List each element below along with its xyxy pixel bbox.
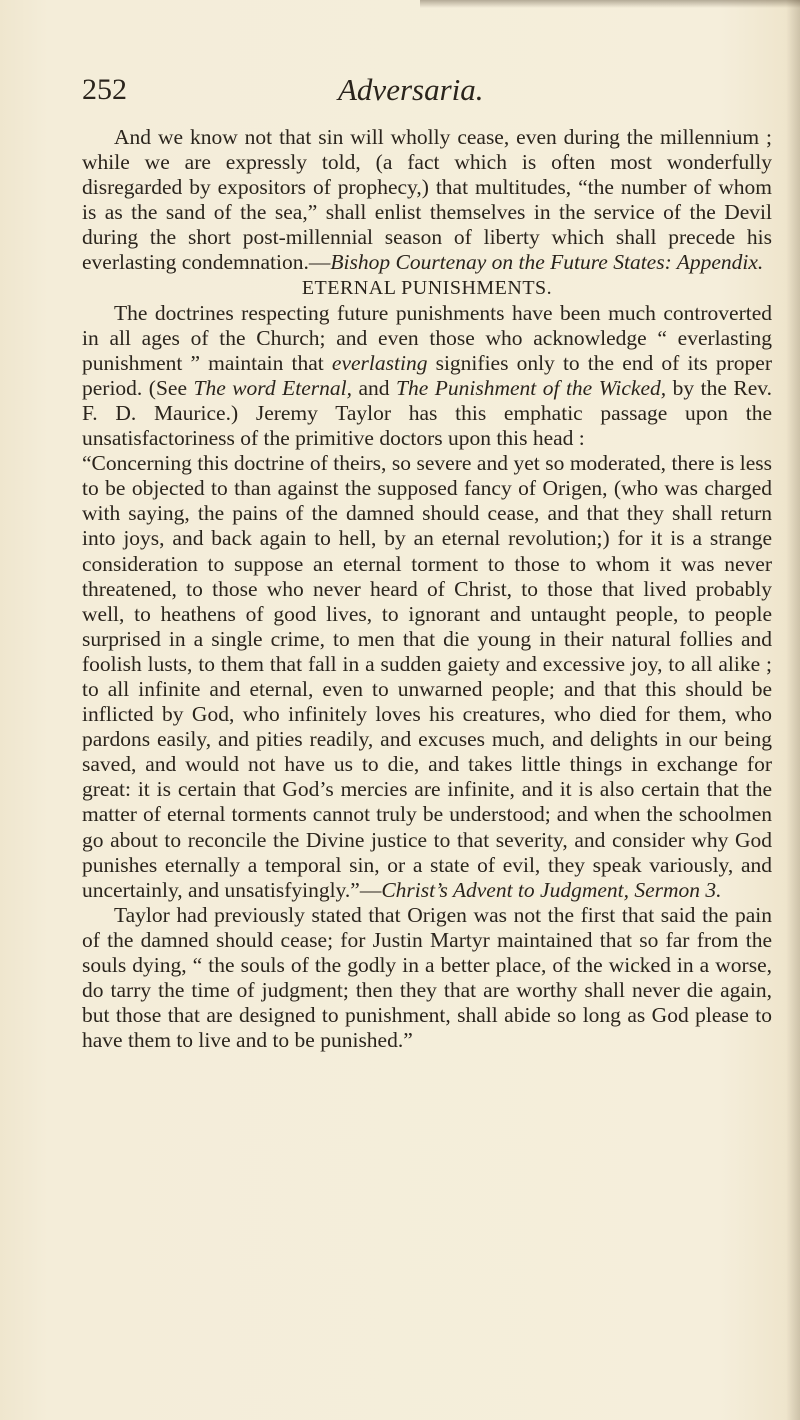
body-text bbox=[82, 125, 772, 1053]
paragraph-doctrines bbox=[82, 301, 772, 452]
citation-courtenay: Bishop Courtenay on the Future States: Appendix. bbox=[330, 250, 764, 275]
running-title: Adversaria. bbox=[338, 72, 484, 107]
page-number: 252 bbox=[82, 73, 127, 106]
paragraph-millennium-text: And we know not that sin will wholly cease, even during the millennium ; while we are expressly told, (a fact which is often most wonderfully disregarded by expositors of prophecy,) that multitudes, “the number of whom is as the sand of the sea,” shall enlist themselves in the service of the Devil during the short post-millennial season of liberty which shall precede his everlasting condemnation.— bbox=[82, 125, 772, 275]
italic-everlasting: everlasting bbox=[331, 350, 428, 375]
italic-punishment-wicked: The Punishment of the Wicked, bbox=[396, 375, 667, 400]
paragraph-doctrines-part2: signifies only to the end of its proper period. (See bbox=[82, 350, 773, 400]
paragraph-millennium bbox=[82, 125, 772, 276]
taylor-quote-text: “Concerning this doctrine of theirs, so severe and yet so moderated, there is less to be objected to than against the supposed fancy of Origen, (who was charged with saying, the pains of the damned should cease, and that they shall return into joys, and back again to hell, by an eternal revolution;) for it is a strange consideration to suppose an eternal torment to those to whom it was never threatened, to those who never heard of Christ, to those that lived probably well, to heathens of good lives, to ignorant and untaught people, to people surprised in a single crime, to men that die young in their natural follies and foolish lusts, to them that fall in a sudden gaiety and excessive joy, to all alike ; to all infinite and eternal, even to unwarned people; and that this should be inflicted by God, who infinitely loves his creatures, who died for them, who pardons easily, and pities readily, and excuses much, and delights in our being saved, and would not have us to die, and takes little things in exchange for great: it is certain that God’s mercies are infinite, and it is also certain that the matter of eternal torments cannot truly be understood; and when the schoolmen go about to reconcile the Divine justice to that severity, and consider why God punishes eternally a temporal sin, or a state of evil, they speak variously, and uncertainly, and unsatisfyingly.”— bbox=[82, 451, 772, 902]
paragraph-doctrines-part3: and bbox=[351, 375, 396, 400]
paragraph-taylor-quote bbox=[82, 451, 772, 903]
italic-word-eternal: The word Eternal, bbox=[193, 375, 352, 400]
citation-christs-advent: Christ’s Advent to Judgment, Sermon 3. bbox=[381, 877, 722, 902]
paragraph-doctrines-part4: by the Rev. F. D. Maurice.) Jeremy Taylor has this emphatic passage upon the unsatisfactoriness of the primitive doctors upon this head : bbox=[82, 375, 772, 451]
paragraph-doctrines-part1: The doctrines respecting future punishments have been much controverted in all ages of the Church; and even those who acknowledge “ everlasting punishment ” maintain that bbox=[82, 300, 772, 375]
paragraph-origen: Taylor had previously stated that Origen was not the first that said the pain of the damned should cease; for Justin Martyr maintained that so far from the souls dying, “ the souls of the godly in a better place, of the wicked in a worse, do tarry the time of judgment; then they that are worthy shall never die again, but those that are designed to punishment, shall abide so long as God please to have them to live and to be punished.” bbox=[82, 902, 772, 1053]
section-heading: ETERNAL PUNISHMENTS. bbox=[301, 276, 553, 299]
page-top-shadow bbox=[420, 0, 800, 8]
page-edge-shadow bbox=[786, 0, 800, 1420]
page-header bbox=[82, 70, 772, 114]
